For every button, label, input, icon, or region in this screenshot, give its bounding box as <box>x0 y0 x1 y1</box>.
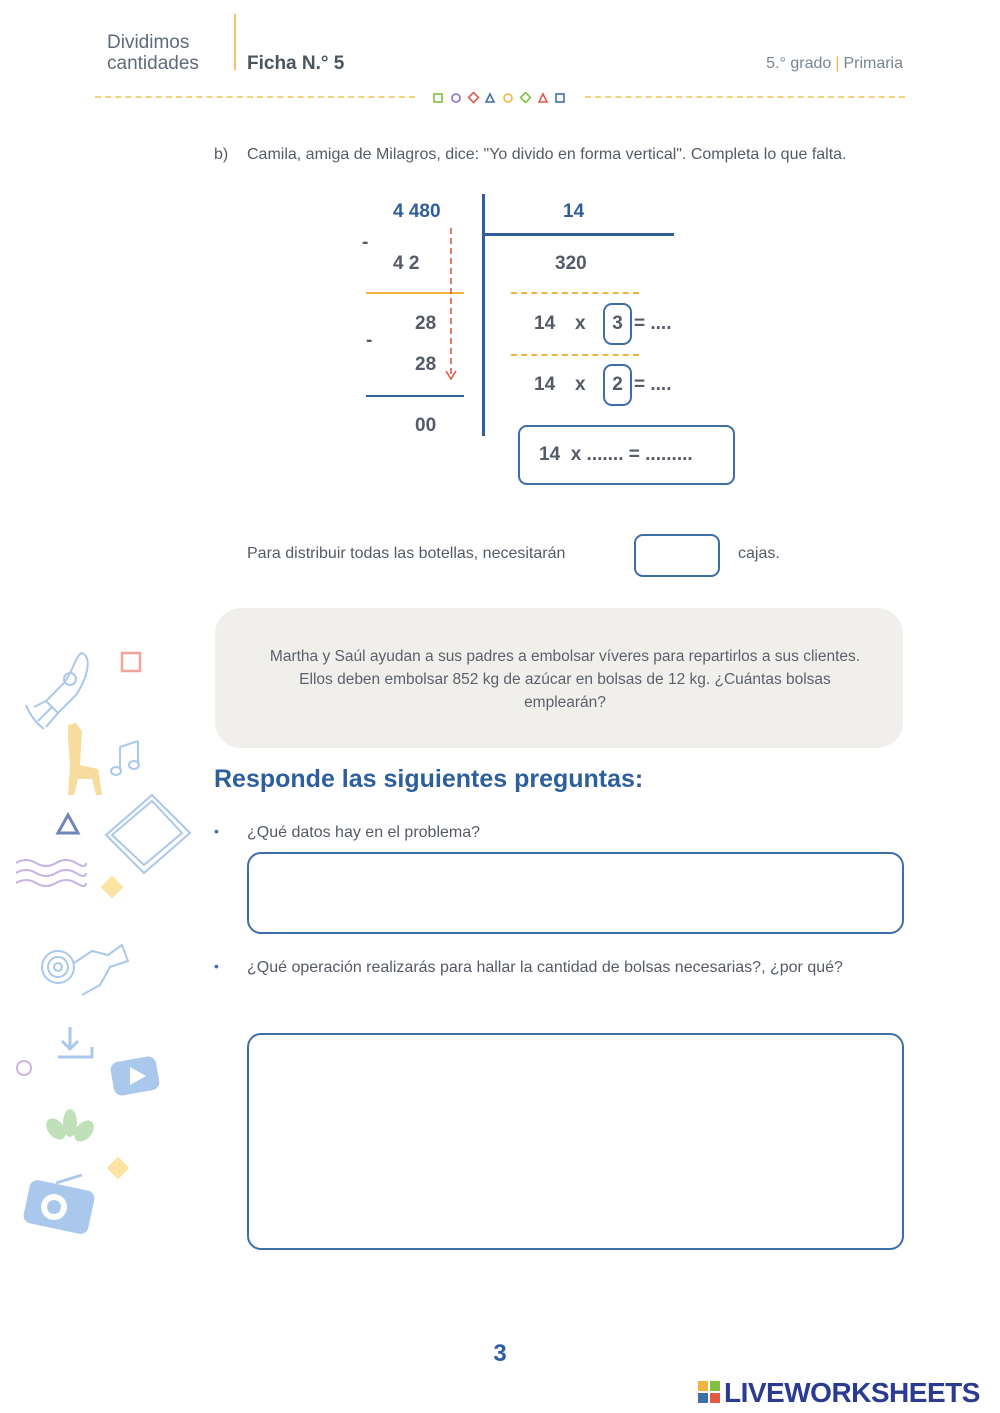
dashed-line-2 <box>511 354 639 356</box>
header-grade-text: 5.° grado <box>766 55 832 72</box>
minus-sign-1: - <box>362 232 369 253</box>
question-1-bullet: • <box>214 823 219 839</box>
question-1-answer-box[interactable] <box>247 852 904 934</box>
header-shapes-icon <box>433 92 568 104</box>
question-2-answer-box[interactable] <box>247 1033 904 1250</box>
square-icon <box>122 653 140 671</box>
answer-input-box[interactable] <box>634 534 720 577</box>
digit-box-2-value: 2 <box>612 374 623 395</box>
page-number: 3 <box>493 1340 507 1367</box>
dividend: 4 480 <box>393 201 441 222</box>
subtraction-line-2 <box>366 395 464 397</box>
leaves-icon <box>42 1109 98 1145</box>
check2-factor: 14 <box>534 374 556 395</box>
header-dashed-rule-left <box>95 96 415 98</box>
download-icon <box>58 1027 92 1057</box>
laptop-icon <box>106 795 190 873</box>
check2-equals: = .... <box>634 374 672 395</box>
question-2-text: ¿Qué operación realizarás para hallar la cantidad de bolsas necesarias?, ¿por qué? <box>247 959 843 976</box>
rocket-icon <box>26 653 88 729</box>
section-b-label: b) <box>214 146 229 163</box>
digit-box-2 <box>603 364 632 406</box>
play-button-icon <box>109 1055 160 1096</box>
digit-box-1-value: 3 <box>612 313 623 334</box>
header-grade <box>766 55 903 73</box>
liveworksheets-logo-icon <box>698 1381 720 1403</box>
question-2-bullet: • <box>214 958 219 974</box>
diamond-icon <box>101 876 124 899</box>
llama-icon <box>68 723 102 795</box>
header-separator: | <box>835 55 840 72</box>
check1-times: x <box>575 313 586 334</box>
header-topic-line2: cantidades <box>107 53 199 74</box>
section-b-text: Camila, amiga de Milagros, dice: "Yo divido en forma vertical". Completa lo que falta. <box>247 146 847 163</box>
subtrahend-2: 28 <box>415 354 437 375</box>
check2-times: x <box>575 374 586 395</box>
digit-box-1 <box>603 303 632 345</box>
decorative-doodles <box>12 645 202 1255</box>
header-topic <box>107 32 199 74</box>
question-1-text: ¿Qué datos hay en el problema? <box>247 824 481 841</box>
watermark-text: LIVEWORKSHEETS <box>724 1377 980 1408</box>
swirl-icon <box>42 945 128 995</box>
check3-box[interactable] <box>518 425 735 485</box>
music-note-icon <box>111 741 139 775</box>
problem-text: Martha y Saúl ayudan a sus padres a embolsar víveres para repartirlos a sus clientes. Ellos deben embolsar 852 kg de azúcar en bolsas de 12 kg. ¿Cuántas bolsas emplearán? <box>269 648 861 711</box>
check3-text: 14 x ....... = ......... <box>539 444 693 465</box>
waves-icon <box>16 860 86 886</box>
answer-text-before: Para distribuir todas las botellas, necesitarán <box>247 545 566 562</box>
divisor: 14 <box>563 201 585 222</box>
radio-icon <box>22 1175 96 1235</box>
diamond-icon-2 <box>107 1157 130 1180</box>
check1-factor: 14 <box>534 313 556 334</box>
dashed-line-1 <box>511 292 639 294</box>
subtrahend-1: 4 2 <box>393 253 420 274</box>
questions-title: Responde las siguientes preguntas: <box>214 765 644 793</box>
division-vertical-line <box>482 194 485 436</box>
quotient: 320 <box>555 253 587 274</box>
header-ficha: Ficha N.° 5 <box>247 53 345 74</box>
header-shapes <box>433 91 568 103</box>
minus-sign-2: - <box>366 330 373 351</box>
remainder-1: 28 <box>415 313 437 334</box>
triangle-icon <box>58 815 78 833</box>
answer-text-after: cajas. <box>738 545 780 562</box>
header-dashed-rule-right <box>585 96 905 98</box>
check1-equals: = .... <box>634 313 672 334</box>
bring-down-arrow-icon <box>443 228 459 383</box>
division-horizontal-line <box>484 233 674 236</box>
circle-icon <box>17 1061 31 1075</box>
final-remainder: 00 <box>415 415 437 436</box>
header-level: Primaria <box>843 55 903 72</box>
header-divider <box>234 14 236 70</box>
header-topic-line1: Dividimos <box>107 32 190 53</box>
